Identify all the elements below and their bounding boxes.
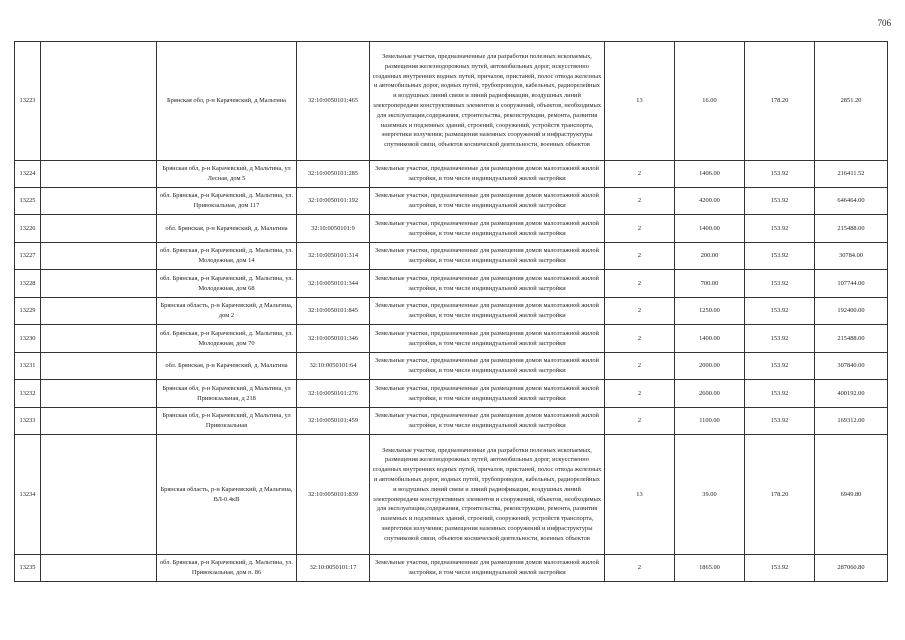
area-cell: 39.00 xyxy=(675,435,745,555)
table-row xyxy=(15,215,888,243)
cadastral-value-cell: 216411.52 xyxy=(815,161,888,188)
row-id-cell: 13228 xyxy=(15,270,41,298)
use-code-cell: 2 xyxy=(605,215,675,243)
rate-cell: 153.92 xyxy=(745,298,815,325)
address-cell: Брянская обл, р-н Карачевский, д Мальтина, ул Привокзальная, д 218 xyxy=(157,380,297,408)
land-use-description-cell: Земельные участки, предназначенные для размещения домов малоэтажной жилой застройки, в том числе индивидуальной жилой застройки xyxy=(370,353,605,380)
cadastral-value-cell: 646464.00 xyxy=(815,188,888,215)
rate-cell: 153.92 xyxy=(745,188,815,215)
rate-cell: 178.20 xyxy=(745,42,815,161)
area-cell: 2600.00 xyxy=(675,380,745,408)
empty-cell xyxy=(41,243,157,270)
cadastral-value-cell: 107744.00 xyxy=(815,270,888,298)
table-row xyxy=(15,298,888,325)
empty-cell xyxy=(41,555,157,582)
area-cell: 16.00 xyxy=(675,42,745,161)
table-row xyxy=(15,408,888,435)
cadastral-value-cell: 30784.00 xyxy=(815,243,888,270)
land-valuation-table xyxy=(14,41,888,582)
rate-cell: 153.92 xyxy=(745,161,815,188)
land-use-description-cell: Земельные участки, предназначенные для размещения домов малоэтажной жилой застройки, в том числе индивидуальной жилой застройки xyxy=(370,380,605,408)
empty-cell xyxy=(41,215,157,243)
use-code-cell: 2 xyxy=(605,353,675,380)
area-cell: 2000.00 xyxy=(675,353,745,380)
cadastral-number-cell: 32:10:0050101:192 xyxy=(297,188,370,215)
page-number: 706 xyxy=(877,18,891,28)
use-code-cell: 2 xyxy=(605,325,675,353)
use-code-cell: 2 xyxy=(605,188,675,215)
land-use-description-cell: Земельные участки, предназначенные для размещения домов малоэтажной жилой застройки, в том числе индивидуальной жилой застройки xyxy=(370,215,605,243)
table-body xyxy=(15,42,888,582)
rate-cell: 153.92 xyxy=(745,353,815,380)
cadastral-number-cell: 32:10:0050101:845 xyxy=(297,298,370,325)
row-id-cell: 13226 xyxy=(15,215,41,243)
table-row xyxy=(15,270,888,298)
land-use-description-cell: Земельные участки, предназначенные для размещения домов малоэтажной жилой застройки, в том числе индивидуальной жилой застройки xyxy=(370,555,605,582)
cadastral-value-cell: 215488.00 xyxy=(815,215,888,243)
use-code-cell: 2 xyxy=(605,161,675,188)
row-id-cell: 13234 xyxy=(15,435,41,555)
row-id-cell: 13229 xyxy=(15,298,41,325)
area-cell: 700.00 xyxy=(675,270,745,298)
cadastral-number-cell: 32:10:0050101:9 xyxy=(297,215,370,243)
area-cell: 4200.00 xyxy=(675,188,745,215)
row-id-cell: 13231 xyxy=(15,353,41,380)
area-cell: 1250.00 xyxy=(675,298,745,325)
table-row xyxy=(15,188,888,215)
empty-cell xyxy=(41,380,157,408)
land-use-description-cell: Земельные участки, предназначенные для размещения домов малоэтажной жилой застройки, в том числе индивидуальной жилой застройки xyxy=(370,188,605,215)
table-row xyxy=(15,42,888,161)
land-use-description-cell: Земельные участки, предназначенные для размещения домов малоэтажной жилой застройки, в том числе индивидуальной жилой застройки xyxy=(370,325,605,353)
address-cell: Брянская область, р-н Карачевский, д Мальтина, ВЛ-0.4кВ xyxy=(157,435,297,555)
rate-cell: 153.92 xyxy=(745,380,815,408)
use-code-cell: 2 xyxy=(605,408,675,435)
table-row xyxy=(15,380,888,408)
land-use-description-cell: Земельные участки, предназначенные для размещения домов малоэтажной жилой застройки, в том числе индивидуальной жилой застройки xyxy=(370,298,605,325)
cadastral-number-cell: 32:10:0050101:465 xyxy=(297,42,370,161)
empty-cell xyxy=(41,298,157,325)
use-code-cell: 2 xyxy=(605,298,675,325)
area-cell: 1865.00 xyxy=(675,555,745,582)
empty-cell xyxy=(41,161,157,188)
use-code-cell: 13 xyxy=(605,42,675,161)
area-cell: 1406.00 xyxy=(675,161,745,188)
empty-cell xyxy=(41,270,157,298)
cadastral-number-cell: 32:10:0050101:285 xyxy=(297,161,370,188)
area-cell: 1100.00 xyxy=(675,408,745,435)
address-cell: Брянская обл, р-н Карачевский, д Мальтина, ул Лесная, дом 5 xyxy=(157,161,297,188)
empty-cell xyxy=(41,353,157,380)
empty-cell xyxy=(41,435,157,555)
row-id-cell: 13225 xyxy=(15,188,41,215)
land-use-description-cell: Земельные участки, предназначенные для разработки полезных ископаемых, размещения железнодорожных путей, автомобильных дорог, искусственно созданных внутренних водных путей, причалов, пристаней, полос отвода железных и автомобильных дорог, водных путей, трубопроводов, кабельных, радиорелейных и воздушных линий связи и линий радиофикации, воздушных линий электропередачи конструктивных элементов и сооружений, объектов, необходимых для эксплуатации,содержания, строительства, реконструкции, ремонта, развития наземных и подземных зданий, строений, сооружений, устройств транспорта, энергетики излучения; размещения наземных сооружений и инфраструктуры спутниковой связи, объектов космической деятельности, военных объектов xyxy=(370,42,605,161)
cadastral-number-cell: 32:10:0050101:459 xyxy=(297,408,370,435)
cadastral-value-cell: 6949.80 xyxy=(815,435,888,555)
row-id-cell: 13224 xyxy=(15,161,41,188)
row-id-cell: 13235 xyxy=(15,555,41,582)
cadastral-number-cell: 32:10:0050101:346 xyxy=(297,325,370,353)
table-row xyxy=(15,161,888,188)
area-cell: 1400.00 xyxy=(675,325,745,353)
address-cell: обл. Брянская, р-н Карачевский, д. Мальтина, ул. Молодежная, дом 70 xyxy=(157,325,297,353)
use-code-cell: 2 xyxy=(605,555,675,582)
row-id-cell: 13227 xyxy=(15,243,41,270)
table-row xyxy=(15,435,888,555)
land-use-description-cell: Земельные участки, предназначенные для размещения домов малоэтажной жилой застройки, в том числе индивидуальной жилой застройки xyxy=(370,243,605,270)
rate-cell: 153.92 xyxy=(745,270,815,298)
cadastral-value-cell: 215488.00 xyxy=(815,325,888,353)
rate-cell: 153.92 xyxy=(745,215,815,243)
rate-cell: 153.92 xyxy=(745,408,815,435)
table-row xyxy=(15,243,888,270)
cadastral-value-cell: 169312.00 xyxy=(815,408,888,435)
land-use-description-cell: Земельные участки, предназначенные для размещения домов малоэтажной жилой застройки, в том числе индивидуальной жилой застройки xyxy=(370,270,605,298)
row-id-cell: 13232 xyxy=(15,380,41,408)
use-code-cell: 2 xyxy=(605,270,675,298)
cadastral-value-cell: 287060.80 xyxy=(815,555,888,582)
address-cell: обл. Брянская, р-н Карачевский, д. Мальтина, ул. Молодежная, дом 14 xyxy=(157,243,297,270)
table-row xyxy=(15,325,888,353)
rate-cell: 153.92 xyxy=(745,325,815,353)
address-cell: обл. Брянская, р-н Карачевский, д. Мальтина, ул. Привокзальная, дом п. 86 xyxy=(157,555,297,582)
row-id-cell: 13230 xyxy=(15,325,41,353)
cadastral-number-cell: 32:10:0050101:314 xyxy=(297,243,370,270)
empty-cell xyxy=(41,408,157,435)
address-cell: обл. Брянская, р-н Карачевский, д. Мальтина xyxy=(157,215,297,243)
cadastral-value-cell: 192400.00 xyxy=(815,298,888,325)
cadastral-number-cell: 32:10:0050101:64 xyxy=(297,353,370,380)
cadastral-value-cell: 307840.00 xyxy=(815,353,888,380)
address-cell: Брянская область, р-н Карачевский, д Мальтина, дом 2 xyxy=(157,298,297,325)
cadastral-number-cell: 32:10:0050101:276 xyxy=(297,380,370,408)
empty-cell xyxy=(41,325,157,353)
empty-cell xyxy=(41,188,157,215)
address-cell: обл. Брянская, р-н Карачевский, д. Мальтина, ул. Молодежная, дом 68 xyxy=(157,270,297,298)
cadastral-value-cell: 400192.00 xyxy=(815,380,888,408)
row-id-cell: 13233 xyxy=(15,408,41,435)
table-row xyxy=(15,353,888,380)
address-cell: обл. Брянская, р-н Карачевский, д. Мальтина, ул. Привокзальная, дом 117 xyxy=(157,188,297,215)
use-code-cell: 2 xyxy=(605,380,675,408)
rate-cell: 153.92 xyxy=(745,243,815,270)
row-id-cell: 13223 xyxy=(15,42,41,161)
land-use-description-cell: Земельные участки, предназначенные для размещения домов малоэтажной жилой застройки, в том числе индивидуальной жилой застройки xyxy=(370,161,605,188)
use-code-cell: 2 xyxy=(605,243,675,270)
rate-cell: 153.92 xyxy=(745,555,815,582)
land-use-description-cell: Земельные участки, предназначенные для разработки полезных ископаемых, размещения железнодорожных путей, автомобильных дорог, искусственно созданных внутренних водных путей, причалов, пристаней, полос отвода железных и автомобильных дорог, водных путей, трубопроводов, кабельных, радиорелейных и воздушных линий связи и линий радиофикации, воздушных линий электропередачи конструктивных элементов и сооружений, объектов, необходимых для эксплуатации,содержания, строительства, реконструкции, ремонта, развития наземных и подземных зданий, строений, сооружений, устройств транспорта, энергетики излучения; размещения наземных сооружений и инфраструктуры спутниковой связи, объектов космической деятельности, военных объектов xyxy=(370,435,605,555)
address-cell: Брянская обл, р-н Карачевский, д Мальтина, ул Привокзальная xyxy=(157,408,297,435)
cadastral-number-cell: 32:10:0050101:839 xyxy=(297,435,370,555)
cadastral-value-cell: 2851.20 xyxy=(815,42,888,161)
use-code-cell: 13 xyxy=(605,435,675,555)
empty-cell xyxy=(41,42,157,161)
land-use-description-cell: Земельные участки, предназначенные для размещения домов малоэтажной жилой застройки, в том числе индивидуальной жилой застройки xyxy=(370,408,605,435)
area-cell: 1400.00 xyxy=(675,215,745,243)
address-cell: обл. Брянская, р-н Карачевский, д. Мальтина xyxy=(157,353,297,380)
cadastral-number-cell: 32:10:0050101:17 xyxy=(297,555,370,582)
table-row xyxy=(15,555,888,582)
address-cell: Брянская обл, р-н Карачевский, д Мальтина xyxy=(157,42,297,161)
cadastral-number-cell: 32:10:0050101:344 xyxy=(297,270,370,298)
rate-cell: 178.20 xyxy=(745,435,815,555)
area-cell: 200.00 xyxy=(675,243,745,270)
